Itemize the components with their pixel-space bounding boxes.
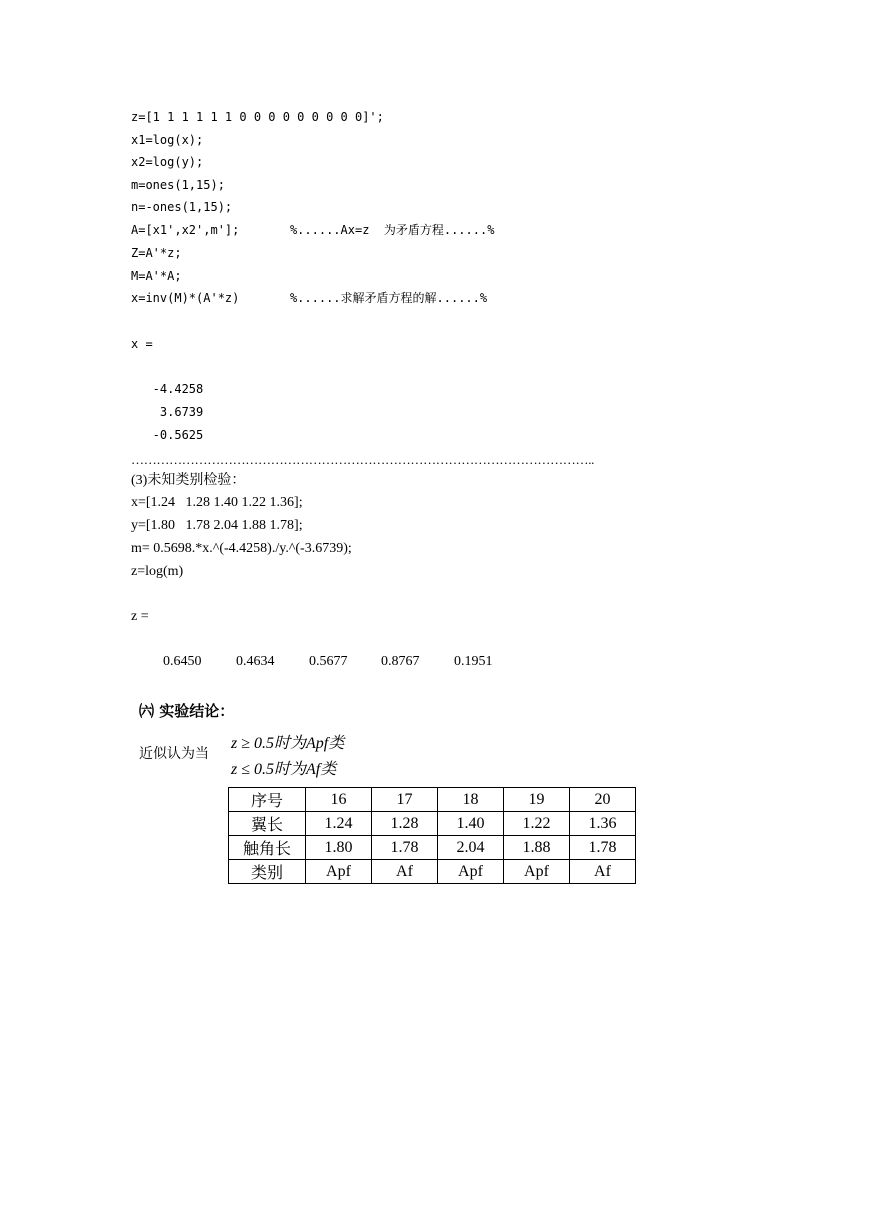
table-cell: 1.78	[570, 836, 636, 860]
table-cell: 1.88	[504, 836, 570, 860]
check-line: y=[1.80 1.78 2.04 1.88 1.78];	[131, 518, 303, 533]
z-value: 0.6450	[163, 654, 202, 669]
code-line: A=[x1',x2',m']; %......Ax=z 为矛盾方程......%	[131, 223, 495, 237]
z-value: 0.1951	[454, 654, 493, 669]
table-cell: 1.36	[570, 812, 636, 836]
code-line: x2=log(y);	[131, 155, 204, 169]
table-row	[229, 860, 636, 884]
table-row	[229, 812, 636, 836]
code-line: x=inv(M)*(A'*z) %......求解矛盾方程的解......%	[131, 291, 488, 305]
code-line: m=ones(1,15);	[131, 178, 225, 192]
code-line: x =	[131, 337, 153, 351]
code-line: Z=A'*z;	[131, 246, 182, 260]
table-cell: 翼长	[229, 812, 306, 836]
table-cell: 1.24	[306, 812, 372, 836]
table-cell: 19	[504, 788, 570, 812]
table-cell: 1.80	[306, 836, 372, 860]
code-line: -0.5625	[131, 428, 204, 442]
table-cell: 18	[438, 788, 504, 812]
check-line: x=[1.24 1.28 1.40 1.22 1.36];	[131, 495, 303, 510]
table-cell: 16	[306, 788, 372, 812]
code-line: n=-ones(1,15);	[131, 200, 233, 214]
z-value: 0.5677	[309, 654, 348, 669]
divider-line: ………………………………………………………………………………………………..	[131, 452, 595, 467]
check-line: m= 0.5698.*x.^(-4.4258)./y.^(-3.6739);	[131, 541, 352, 556]
table-cell: 20	[570, 788, 636, 812]
z-value: 0.8767	[381, 654, 420, 669]
condition-af: z ≤ 0.5时为Af类	[231, 761, 337, 778]
table-cell: Apf	[438, 860, 504, 884]
table-cell: 2.04	[438, 836, 504, 860]
section-title: (3)未知类别检验：	[131, 473, 246, 488]
check-line: z=log(m)	[131, 564, 184, 579]
code-line: -4.4258	[131, 382, 204, 396]
table-row	[229, 788, 636, 812]
table-cell: Apf	[306, 860, 372, 884]
table-cell: Af	[570, 860, 636, 884]
table-cell: 1.28	[372, 812, 438, 836]
result-table	[228, 787, 636, 884]
table-cell: 触角长	[229, 836, 306, 860]
table-cell: 1.78	[372, 836, 438, 860]
table-cell: 类别	[229, 860, 306, 884]
table-cell: 序号	[229, 788, 306, 812]
table-cell: 17	[372, 788, 438, 812]
conclusion-lead: 近似认为当	[139, 746, 209, 762]
conclusion-heading: ㈥ 实验结论：	[139, 702, 235, 720]
z-label: z =	[131, 609, 149, 624]
code-line: x1=log(x);	[131, 133, 204, 147]
code-line: 3.6739	[131, 405, 204, 419]
code-line: M=A'*A;	[131, 269, 182, 283]
table-cell: 1.40	[438, 812, 504, 836]
table-cell: 1.22	[504, 812, 570, 836]
table-cell: Apf	[504, 860, 570, 884]
table-cell: Af	[372, 860, 438, 884]
condition-apf: z ≥ 0.5时为Apf类	[231, 735, 345, 752]
z-value: 0.4634	[236, 654, 275, 669]
code-line: z=[1 1 1 1 1 1 0 0 0 0 0 0 0 0 0]';	[131, 110, 384, 124]
table-row	[229, 836, 636, 860]
